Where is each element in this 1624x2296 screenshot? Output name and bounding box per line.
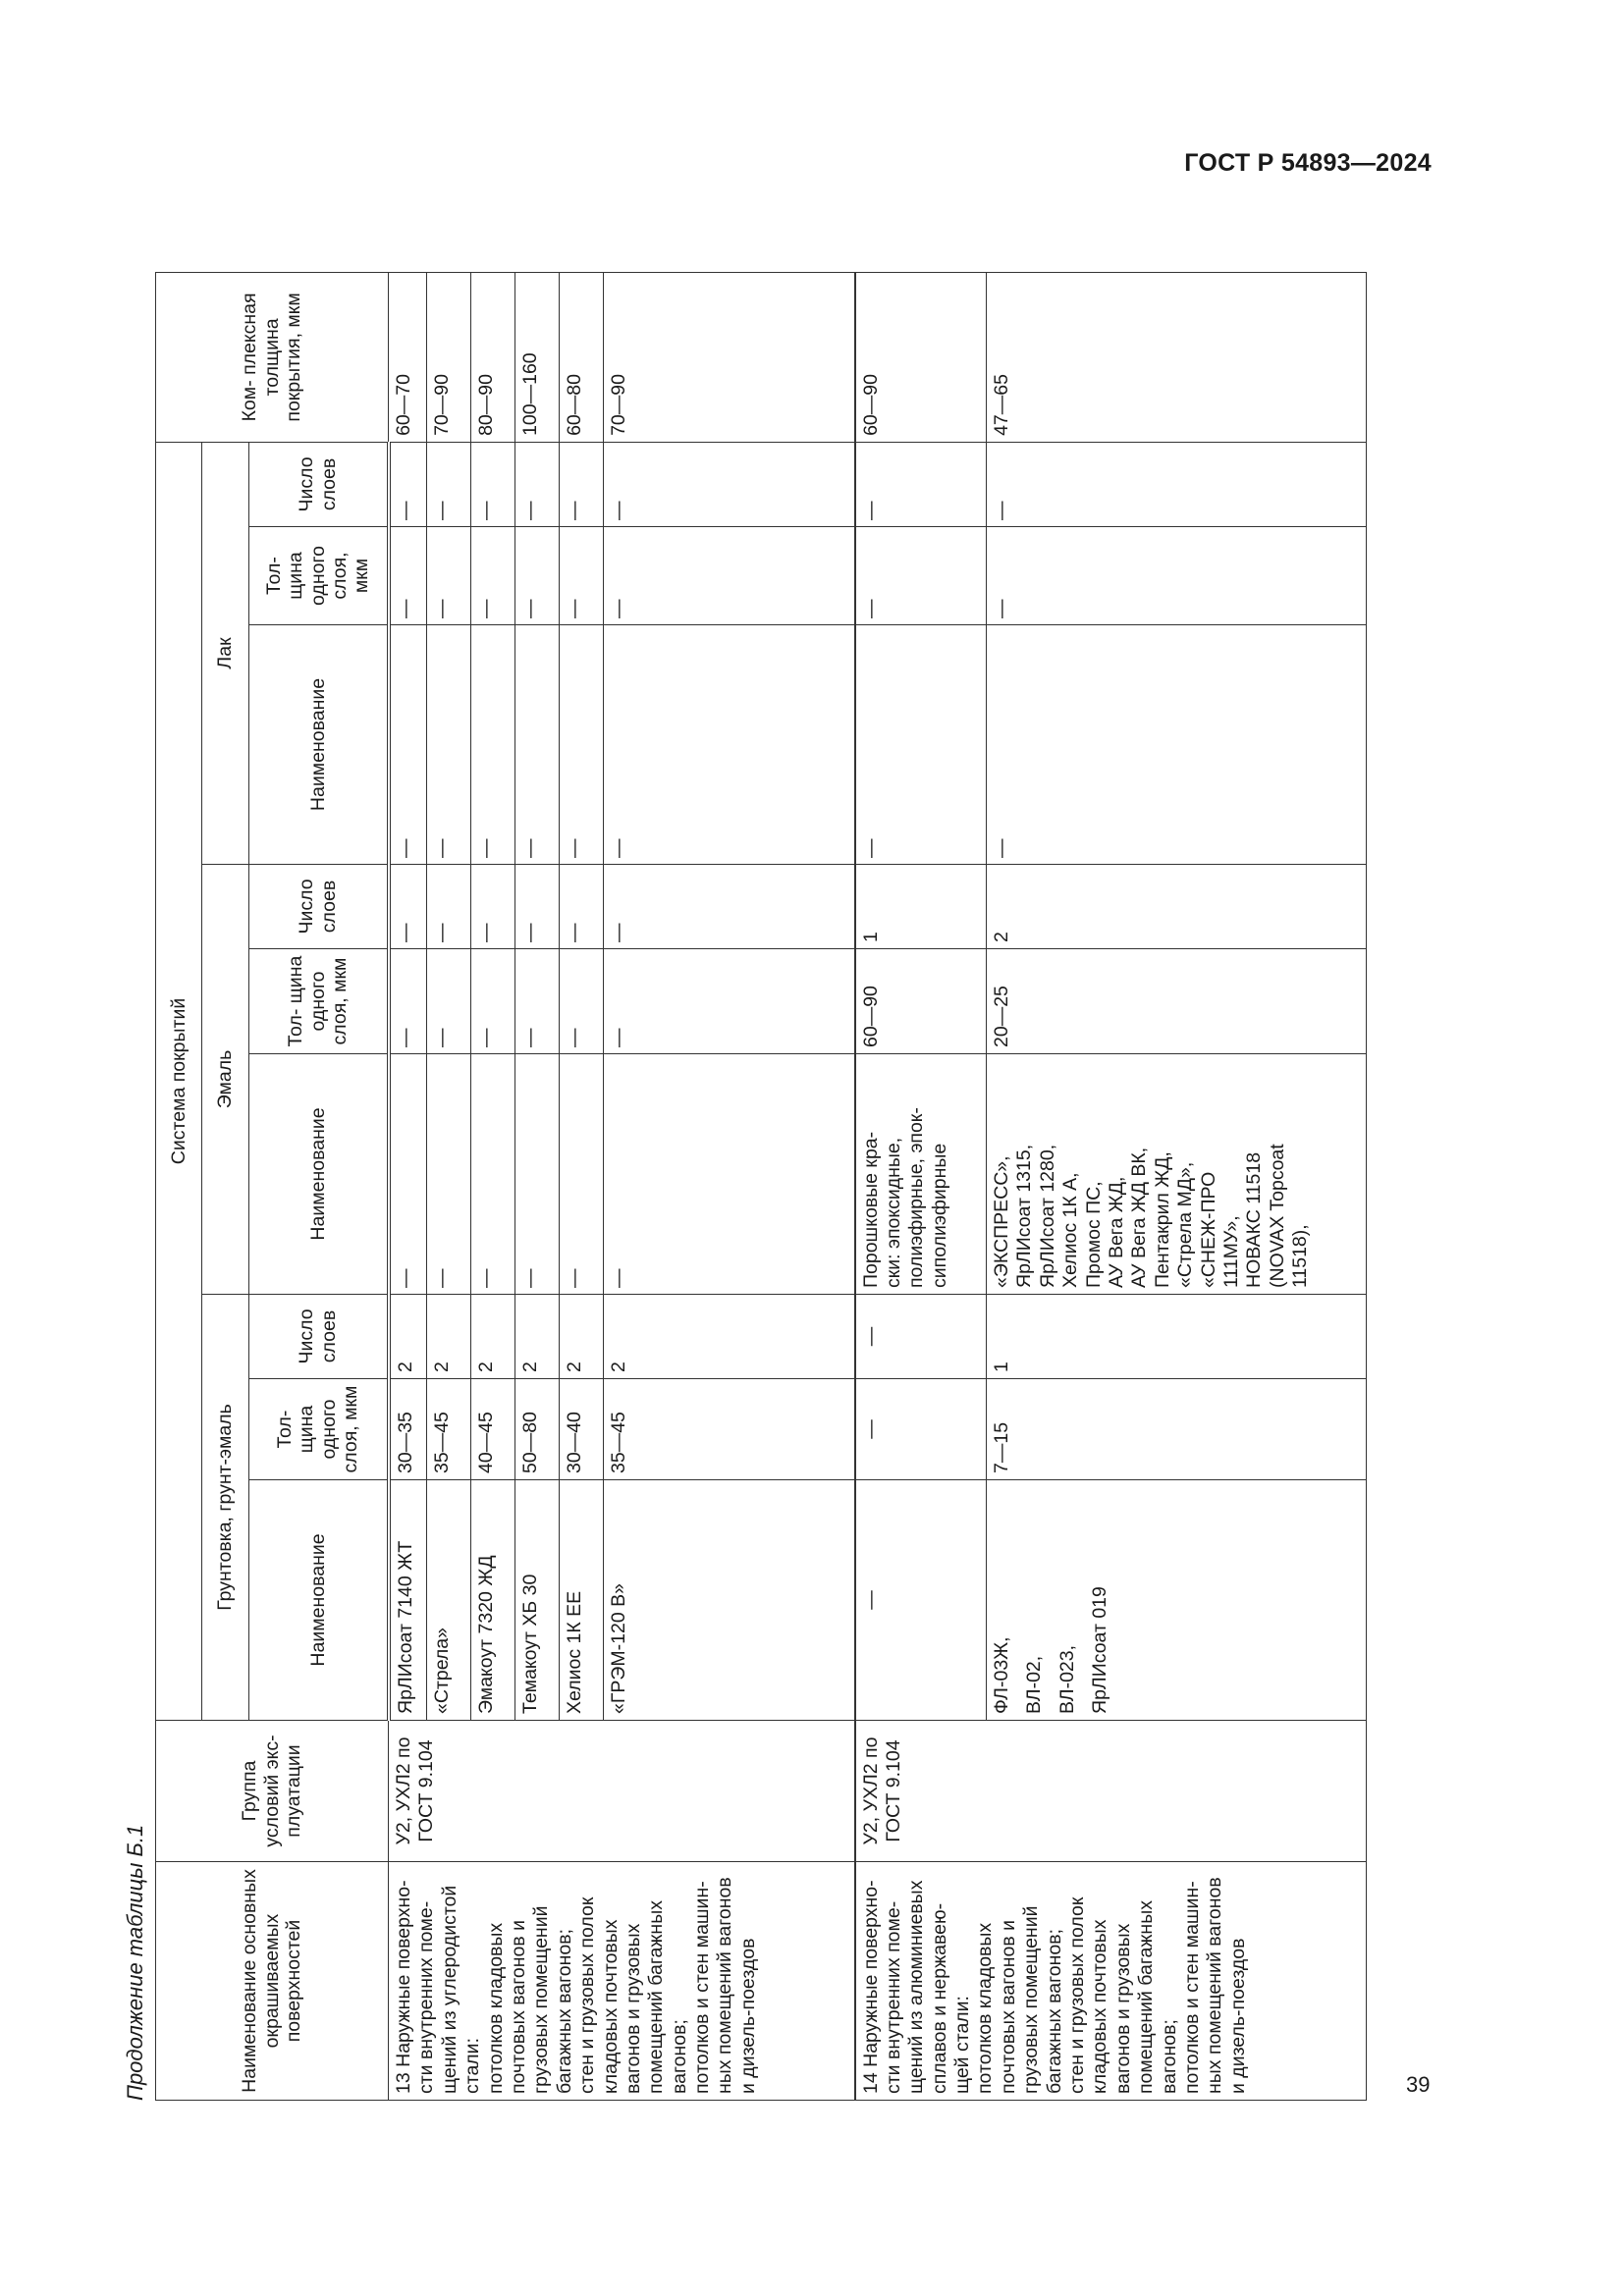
- row13-group: У2, УХЛ2 по ГОСТ 9.104: [389, 1721, 855, 1862]
- rotated-table-page: [116, 94, 1403, 2101]
- header-primer-layers: Число слоев: [249, 1295, 389, 1379]
- table-row: ФЛ-03Ж, ВЛ-02, ВЛ-023, ЯрЛИсоат 019 7—15 1 «ЭКСПРЕСС», ЯрЛИсоат 1315, ЯрЛИсоат 1280, Хелиос 1К А, Промос ПС, АУ Вега ЖД, АУ Вега ЖД ВК, Пентакрил ЖД, «Стрела МД», «СНЕЖ-ПРО 111МУ», НОВАКС 11518 (NOVAX Topcoat 11518), 20—25 2 — — — 47—65: [987, 272, 1367, 2100]
- document-code: ГОСТ Р 54893—2024: [1184, 149, 1432, 177]
- table-row: «ГРЭМ-120 В» 35—45 2 — — — — — — 70—90: [604, 272, 855, 2100]
- header-system: Система покрытий: [156, 442, 202, 1720]
- table-row: Темакоут ХБ 30 50—80 2 — — — — — — 100—160: [515, 272, 560, 2100]
- table-row: 13 Наружные поверхно- сти внутренних поме- щений из углеродистой стали: потолков кладовых почтовых вагонов и грузовых помещений багажных вагонов; стен и грузовых полок кладовых почтовых вагонов и грузовых помещений багажных вагонов; потолков и стен машин- ных помещений вагонов и дизель-поездов У2, УХЛ2 по ГОСТ 9.104 ЯрЛИсоат 7140 ЖТ 30—35 2 — — — — — — 60—70: [389, 272, 427, 2100]
- row14-enamel-list: «ЭКСПРЕСС», ЯрЛИсоат 1315, ЯрЛИсоат 1280, Хелиос 1К А, Промос ПС, АУ Вега ЖД, АУ Вега ЖД ВК, Пентакрил ЖД, «Стрела МД», «СНЕЖ-ПРО 111МУ», НОВАКС 11518 (NOVAX Topcoat 11518),: [987, 1054, 1367, 1295]
- row14-group: У2, УХЛ2 по ГОСТ 9.104: [855, 1721, 1367, 1862]
- table-row: Эмакоут 7320 ЖД 40—45 2 — — — — — — 80—90: [471, 272, 515, 2100]
- coating-systems-table: [155, 272, 1367, 2101]
- header-enamel-thickness: Тол- щина одного слоя, мкм: [249, 949, 389, 1054]
- row13-surface: 13 Наружные поверхно- сти внутренних поме- щений из углеродистой стали: потолков кладовых почтовых вагонов и грузовых помещений багажных вагонов; стен и грузовых полок кладовых почтовых вагонов и грузовых помещений багажных вагонов; потолков и стен машин- ных помещений вагонов и дизель-поездов: [389, 1862, 855, 2101]
- header-total: Ком- плексная толщина покрытия, мкм: [156, 272, 389, 442]
- table-row: Хелиос 1К ЕЕ 30—40 2 — — — — — — 60—80: [560, 272, 604, 2100]
- page-number: 39: [1406, 2072, 1431, 2097]
- row14-surface: 14 Наружные поверхно- сти внутренних поме- щений из алюминиевых сплавов и нержавею- щей стали: потолков кладовых почтовых вагонов и грузовых помещений багажных вагонов; стен и грузовых полок кладовых почтовых вагонов и грузовых помещений багажных вагонов; потолков и стен машин- ных помещений вагонов и дизель-поездов: [855, 1862, 1367, 2101]
- header-primer-name: Наименование: [249, 1480, 389, 1721]
- table-row: «Стрела» 35—45 2 — — — — — — 70—90: [427, 272, 471, 2100]
- header-lacquer-thickness: Тол- щина одного слоя, мкм: [249, 527, 389, 625]
- header-lacquer: Лак: [202, 442, 249, 864]
- header-enamel-layers: Число слоев: [249, 865, 389, 949]
- header-primer: Грунтовка, грунт-эмаль: [202, 1295, 249, 1721]
- row14-primer-list: ФЛ-03Ж, ВЛ-02, ВЛ-023, ЯрЛИсоат 019: [987, 1480, 1367, 1721]
- header-enamel-name: Наименование: [249, 1054, 389, 1295]
- header-lacquer-layers: Число слоев: [249, 442, 389, 526]
- row14-enamel-powder: Порошковые кра- ски: эпоксидные, полиэфирные, эпок- сиполиэфирные: [855, 1054, 987, 1295]
- table-caption: Продолжение таблицы Б.1: [123, 1824, 147, 2101]
- table-row: 14 Наружные поверхно- сти внутренних поме- щений из алюминиевых сплавов и нержавею- щей стали: потолков кладовых почтовых вагонов и грузовых помещений багажных вагонов; стен и грузовых полок кладовых почтовых вагонов и грузовых помещений багажных вагонов; потолков и стен машин- ных помещений вагонов и дизель-поездов У2, УХЛ2 по ГОСТ 9.104 — — — Порошковые кра- ски: эпоксидные, полиэфирные, эпок- сиполиэфирные 60—90 1 — — — 60—90: [855, 272, 987, 2100]
- header-group: Группа условий экс- плуатации: [156, 1721, 389, 1862]
- header-surface: Наименование основных окрашиваемых поверхностей: [156, 1862, 389, 2101]
- header-enamel: Эмаль: [202, 865, 249, 1295]
- header-lacquer-name: Наименование: [249, 625, 389, 865]
- header-primer-thickness: Тол- щина одного слоя, мкм: [249, 1379, 389, 1480]
